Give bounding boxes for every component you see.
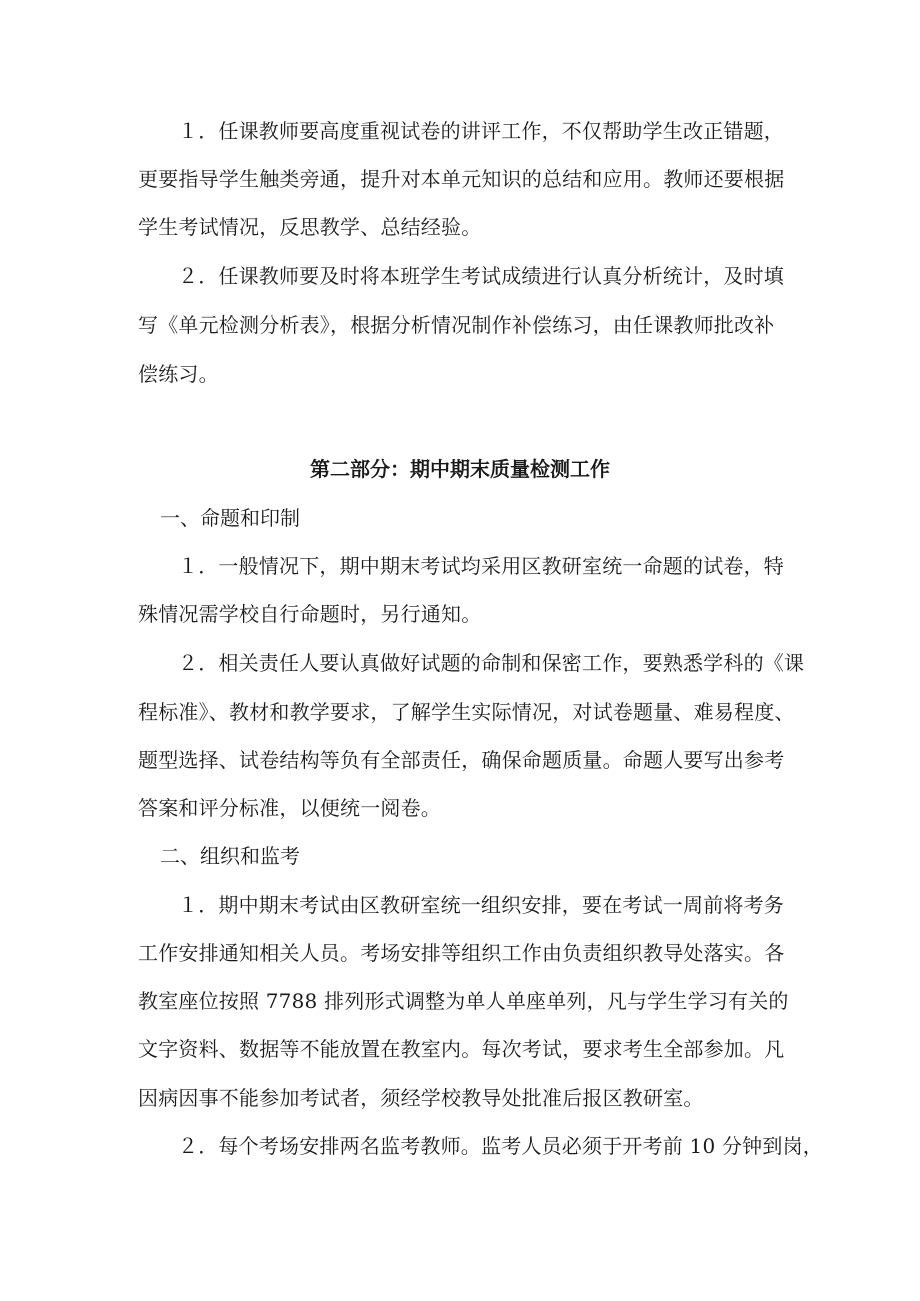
section1-p1-line1: １．一般情况下，期中期末考试均采用区教研室统一命题的试卷，特 [178, 554, 784, 578]
section1-p2-line3: 题型选择、试卷结构等负有全部责任，确保命题质量。命题人要写出参考 [138, 748, 785, 772]
section2-p2-line1: ２．每个考场安排两名监考教师。监考人员必须于开考前 10 分钟到岗， [178, 1134, 823, 1158]
section2-heading: 二、组织和监考 [160, 844, 300, 868]
part1-p2-line1: ２．任课教师要及时将本班学生考试成绩进行认真分析统计，及时填 [178, 264, 784, 288]
part1-p2-line2: 写《单元检测分析表》，根据分析情况制作补偿练习，由任课教师批改补 [138, 313, 775, 337]
section2-p1-line4: 文字资料、数据等不能放置在教室内。每次考试，要求考生全部参加。凡 [138, 1037, 785, 1061]
section1-heading: 一、命题和印制 [160, 506, 300, 530]
part1-p2-line3: 偿练习。 [138, 362, 219, 386]
part1-p1-line2: 更要指导学生触类旁通，提升对本单元知识的总结和应用。教师还要根据 [138, 167, 785, 191]
section1-p2-line1: ２．相关责任人要认真做好试题的命制和保密工作，要熟悉学科的《课 [178, 651, 805, 675]
part1-p1-line3: 学生考试情况，反思教学、总结经验。 [138, 215, 482, 239]
section1-p2-line4: 答案和评分标准，以便统一阅卷。 [138, 796, 441, 820]
section2-p1-line1: １．期中期末考试由区教研室统一组织安排，要在考试一周前将考务 [178, 893, 784, 917]
section1-p1-line2: 殊情况需学校自行命题时，另行通知。 [138, 602, 482, 626]
part1-p1-line1: １．任课教师要高度重视试卷的讲评工作，不仅帮助学生改正错题， [178, 119, 784, 143]
part2-title: 第二部分：期中期末质量检测工作 [310, 457, 610, 481]
section1-p2-line2: 程标准》、教材和教学要求，了解学生实际情况，对试卷题量、难易程度、 [138, 700, 795, 724]
section2-p1-line2: 工作安排通知相关人员。考场安排等组织工作由负责组织教导处落实。各 [138, 941, 785, 965]
section2-p1-line5: 因病因事不能参加考试者，须经学校教导处批准后报区教研室。 [138, 1086, 704, 1110]
section2-p1-line3: 教室座位按照 7788 排列形式调整为单人单座单列，凡与学生学习有关的 [138, 989, 789, 1013]
